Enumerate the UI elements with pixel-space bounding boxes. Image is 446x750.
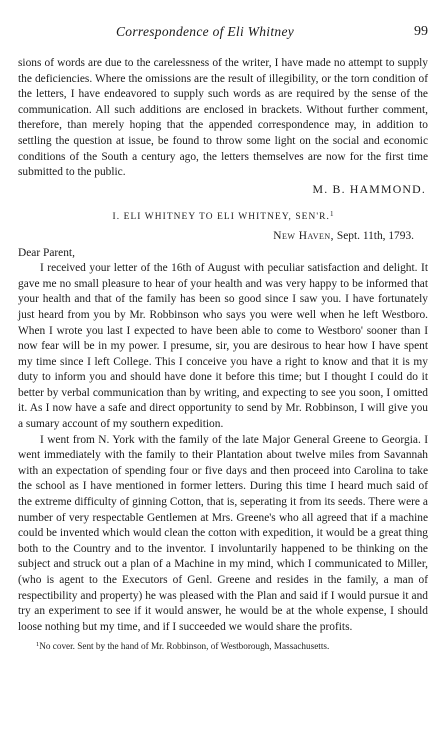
intro-paragraph: sions of words are due to the carelessness of the writer, I have made no attempt to supply the deficiencies. Where the omissions are the result of illegibility, or the torn condition of the letters, I have endeavored to supply such words as are required by the sense of the communication. All such additions are enclosed in brackets. Without further comment, therefore, than merely hoping that the appended correspondence may, in addition to settling the question at issue, be found to throw some light on the social and economic conditions of the South a century ago, the letters themselves are now for the first time submitted to the public. [18,57,428,179]
letter-date: Sept. 11th, 1793. [336,229,414,242]
running-header [18,24,428,42]
salutation: Dear Parent, [18,246,75,259]
letter-heading [18,207,428,226]
page-number: 99 [414,24,428,39]
letter-paragraph-1: I received your letter of the 16th of August with peculiar satisfaction and delight. It gave me no small pleasure to hear of your health and was very happy to be informed that your health and that of the family has been so good since I saw you. I have fortunately just heard from you by Mr. Robbinson who says you were well when he left Westboro. When I wrote you last I expected to have been able to come to Westboro' sooner than I now fear will be in my power. I presume, sir, you are desirous to hear how I have spent my time since I left College. This I conceive you have a right to know and that it is my duty to inform you and should have done it before this time; but I thought I could do it better by verbal communication than by writing, and expecting to see you soon, I omitted it. As I now have a safe and direct opportunity to send by Mr. Robbinson, I will give you a sumary account of my southern expedition. [18,262,428,431]
signature: M. B. HAMMOND. [312,181,426,196]
letter-place: New Haven, [273,229,335,242]
footnote-reference: 1 [329,210,334,219]
letter-paragraph-2: I went from N. York with the family of the late Major General Greene to Georgia. I went immediately with the family to their Plantation about twelve miles from Savannah with an expectation of spending four or five days and then proceed into Carolina to take the school as I have mentioned in former letters. During this time I heard much said of the extreme difficulty of ginning Cotton, that is, seperating it from its seeds. There were a number of very respectable Gentlemen at Mrs. Greene's who all agreed that if a machine could be invented which would clean the cotton with expedition, it would be a great thing both to the Country and to the inventor. I involuntarily happened to be thinking on the subject and struck out a plan of a Machine in my mind, which I communicated to Miller, (who is agent to the Executors of Genl. Greene and resides in the family, a man of respectibility and property) he was pleased with the Plan and said if I would pursue it and try an experiment to see if it would answer, he would be at the whole expense, I should loose nothing but my time, and if I succeeded we would share the profits. [18,433,428,633]
running-title: Correspondence of Eli Whitney [116,24,295,39]
page-body [18,56,428,652]
dateline [18,229,428,245]
footnote-text: No cover. Sent by the hand of Mr. Robbinson, of Westborough, Massachusetts. [39,641,330,652]
letter-heading-text: I. ELI WHITNEY TO ELI WHITNEY, SEN'R. [112,212,330,223]
footnote-mark: 1 [36,641,40,649]
footnote [18,639,428,652]
